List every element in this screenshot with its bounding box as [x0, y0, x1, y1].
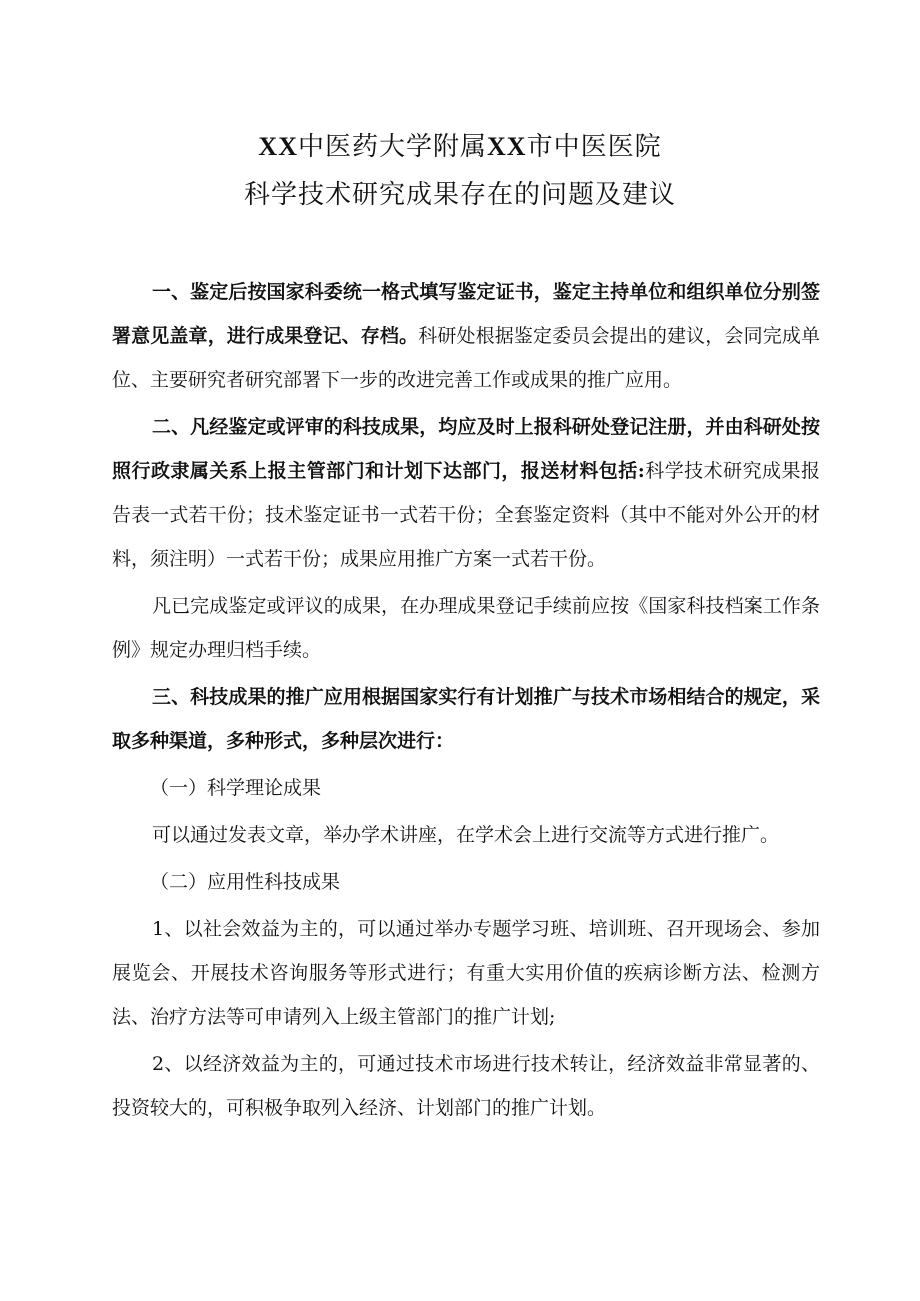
paragraph-1-text: 科研处根据鉴定委员会提出的建议，会同完成单位、主要研究者研究部署下一步的改进完善工作或成果的推广应用。: [112, 325, 820, 391]
paragraph-2: [112, 405, 820, 581]
paragraph-2-bold: 二、凡经鉴定或评审的科技成果，均应及时上报科研处登记注册，并由科研处按照行政隶属关系上报主管部门和计划下达部门，报送材料包括:: [112, 416, 820, 482]
document-title-line2: 科学技术研究成果存在的问题及建议: [243, 180, 676, 210]
paragraph-1-bold: 一、鉴定后按国家科委统一格式填写鉴定证书，鉴定主持单位和组织单位分别签署意见盖章，进行成果登记、存档。: [112, 281, 820, 347]
subheading-1: （一）科学理论成果: [150, 777, 322, 799]
title-text-2: 市中医医院: [526, 132, 662, 162]
title-placeholder-1: XX: [258, 132, 298, 161]
paragraph-3: 凡已完成鉴定或评议的成果，在办理成果登记手续前应按《国家科技档案工作条例》规定办理归档手续。: [112, 595, 820, 661]
paragraph-9: 2、以经济效益为主的，可通过技术市场进行技术转让，经济效益非常显著的、投资较大的，可积极争取列入经济、计划部门的推广计划。: [112, 1053, 820, 1119]
paragraph-2-text: 科学技术研究成果报告表一式若干份；技术鉴定证书一式若干份；全套鉴定资料（其中不能对外公开的材料，须注明）一式若干份；成果应用推广方案一式若干份。: [112, 460, 820, 570]
document-body: [112, 270, 820, 1133]
paragraph-4: [112, 675, 820, 763]
paragraph-4-bold: 三、科技成果的推广应用根据国家实行有计划推广与技术市场相结合的规定，采取多种渠道，多种形式，多种层次进行：: [112, 686, 820, 752]
title-placeholder-2: XX: [487, 132, 527, 161]
title-text-1: 中医药大学附属: [297, 132, 487, 162]
paragraph-1: [112, 270, 820, 402]
paragraph-6: 可以通过发表文章，举办学术讲座，在学术会上进行交流等方式进行推广。: [152, 824, 780, 846]
subheading-2: （二）应用性科技成果: [150, 871, 341, 893]
paragraph-8: 1、以社会效益为主的，可以通过举办专题学习班、培训班、召开现场会、参加展览会、开展技术咨询服务等形式进行；有重大实用价值的疾病诊断方法、检测方法、治疗方法等可申请列入上级主管部门的推广计划;: [112, 918, 820, 1028]
document-title-line1: [0, 130, 920, 164]
